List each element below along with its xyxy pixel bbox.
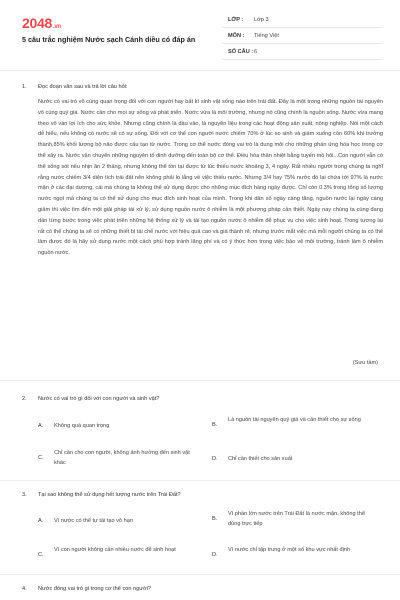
site-logo[interactable]: [22, 15, 61, 31]
option-text: Không quá quan trọng: [54, 423, 110, 429]
option-text: Là nguồn tài nguyên quý giá và cần thiết cho sự sống: [228, 417, 361, 423]
meta-label: SỐ CÂU :: [228, 49, 254, 55]
question-number: 4.: [22, 586, 27, 592]
question-text: Tại sao không thể sử dụng hết lượng nước trên Trái Đất?: [38, 492, 181, 498]
option-text: Chỉ cần thiết cho sản xuất: [228, 456, 293, 462]
question-text: Nước đóng vai trò gì trong cơ thể con người?: [38, 586, 152, 592]
meta-row-count: [222, 46, 382, 60]
question-separator: [0, 380, 400, 381]
question-number: 3.: [22, 492, 27, 498]
header-divider: [0, 70, 400, 71]
option-text: Vì con người không cần nhiều nước để sinh hoạt: [54, 547, 176, 553]
meta-row-subject: [222, 30, 382, 44]
question-text: Nước có vai trò gì đối với con người và sinh vật?: [38, 396, 160, 402]
meta-box: [222, 14, 382, 62]
logo-main: 2048: [22, 15, 52, 31]
question-number: 1.: [22, 84, 27, 90]
option-text: Chỉ cần cho con người, không ảnh hưởng đến sinh vật khác: [54, 450, 190, 466]
logo-suffix: .vn: [52, 24, 61, 30]
meta-label: MÔN :: [228, 33, 245, 39]
option-letter: B.: [212, 422, 218, 428]
meta-label: LỚP :: [228, 17, 244, 23]
option-letter: A.: [38, 423, 44, 429]
meta-value: 6: [254, 49, 258, 55]
option-letter: A.: [38, 518, 44, 524]
option-letter: C.: [38, 552, 44, 558]
header: [0, 0, 400, 70]
option-text: Vì phần lớn nước trên Trái Đất là nước mặn, không thể dùng trực tiếp: [228, 511, 365, 527]
question-text: Đọc đoạn văn sau và trả lời câu hỏi:: [38, 84, 128, 90]
meta-value: Tiếng Việt: [254, 33, 279, 39]
meta-row-grade: [222, 14, 382, 28]
question-separator: [0, 574, 400, 575]
option-text: Vì nước chỉ tập trung ở một số khu vực nhất định: [228, 547, 351, 553]
passage-source: (Sưu tầm): [352, 360, 378, 366]
meta-value: Lớp 3: [254, 17, 269, 23]
option-letter: B.: [212, 516, 218, 522]
option-letter: D.: [212, 456, 218, 462]
document-title: 5 câu trắc nghiệm Nước sạch Cánh diều có đáp án: [22, 35, 196, 44]
reading-passage: Nước có vai trò vô cùng quan trọng đối với con người hay bất kì sinh vật sống nào trên trái đất. Đây là một trong những nguồn tài nguyên vô cùng quý giá. Nước cần cho mọi sự sống và phát triển. Nước vừa là môi trường, nhưng nó cũng chính là nguồn sống. Nước vừa mang theo vô vàn lợi ích cho sức khỏe. Nhưng cũng chính là đầu vào, là nguyên liệu trong các hoạt động sản xuất, nông nghiệp. Nói một cách dễ hiểu, nếu không có nước sẽ có sự sống. Đối với cơ thể con người nước chiếm 70% ở lúc so sinh và giảm xuống còn 60% khi trưởng thành,85% khối lượng bộ não được cấu tạo từ nước. Trong cơ thể nước đóng vai trò là dung môi cho những phản ứng hóa học trong cơ thể xảy ra. Nước vận chuyển những nguyên tố dinh dưỡng đến toàn bộ cơ thể. Điều hòa thân nhiệt bằng tuyến mồ hôi...Con người vẫn có thể sống sót nếu nhịn ăn 2 tháng, nhưng không thể tồn tại được từ lúc thiếu nước khoảng 3, 4 ngày. Rất nhiều người trong chúng ta nghĩ rằng nước chiếm 3/4 diện tích trái đất nên không phải lo lắng về việc thiếu nước. Nhưng 3/4 hay 75% nước đó lại chứa tới 97% là nước mặn ở các đại dương, cái mà chúng ta không thể sử dụng được cho những mục đích hàng ngày được. Chỉ còn 0.3% trong tổng số lượng nước ngọt mà chúng ta có thể sử dụng cho mục đích sinh hoạt của mình. Trong khi dân số ngày càng tăng, nguồn nước lại ngày càng giảm thì việc tìm đến một giải pháp tái xử lý, sử dụng nguồn nước ô nhiễm là một phương pháp cần thiết. Ngày nay chúng ta cùng đang dần từng bước trong việc phát triển những hệ thống xử lý và tái tạo nguồn nước ô nhiễm để phục vụ cho việc sinh hoạt. Trong tương lai rất có thể chúng ta sẽ có những thiết bị tái chế nước với hiệu quả cao và giá thành rẻ, nhưng trước mắt việc mà mỗi người chúng ta có thể làm được đó là hãy sử dụng nước một cách phù hợp tránh lãng phí và có ý thức hơn trong việc bảo vệ môi trường, tránh làm ô nhiễm nguồn nước.: [38, 99, 383, 257]
option-letter: C.: [38, 455, 44, 461]
option-text: Vì nước có thể tự tái tạo vô hạn: [54, 518, 133, 524]
question-number: 2.: [22, 396, 27, 402]
question-separator: [0, 480, 400, 481]
option-letter: D.: [212, 552, 218, 558]
